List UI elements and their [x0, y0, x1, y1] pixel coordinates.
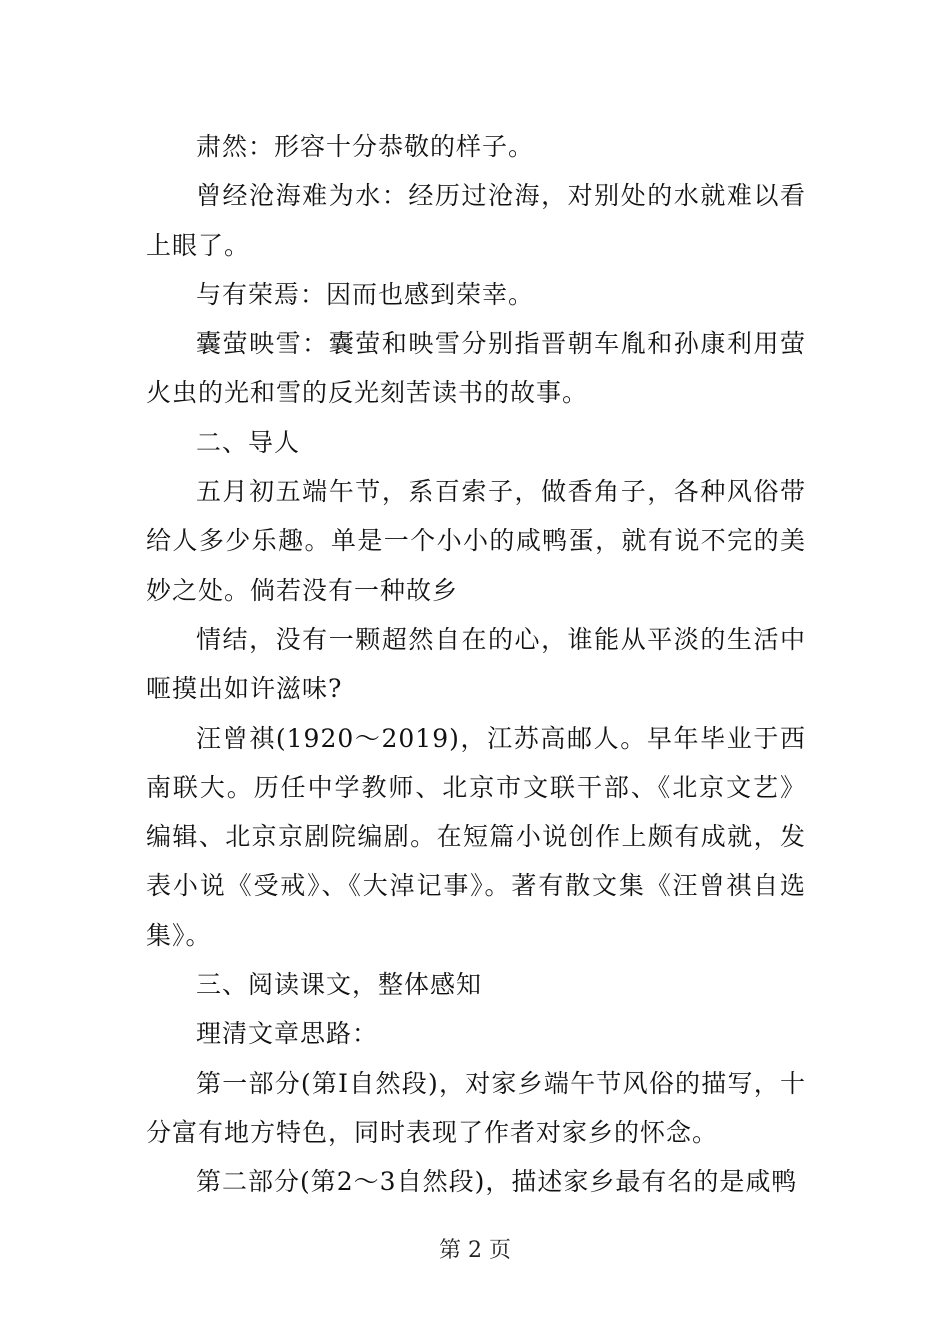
paragraph-part-one: 第一部分(第Ⅰ自然段)，对家乡端午节风俗的描写，十分富有地方特色，同时表现了作者对家乡的怀念。: [146, 1068, 806, 1147]
paragraph-term-yuyourongyan: 与有荣焉：因而也感到荣幸。: [196, 279, 535, 309]
paragraph-term-cengjing: 曾经沧海难为水：经历过沧海，对别处的水就难以看上眼了。: [146, 181, 806, 260]
paragraph-term-surán: 肃然：形容十分恭敬的样子。: [196, 132, 535, 161]
page-number: 第 2 页: [439, 1238, 511, 1263]
paragraph-term-nangying: 囊萤映雪：囊萤和映雪分别指晋朝车胤和孙康利用萤火虫的光和雪的反光刻苦读书的故事。: [146, 329, 806, 408]
paragraph-outline-title: 理清文章思路：: [196, 1019, 379, 1049]
paragraph-intro-1: 五月初五端午节，系百索子，做香角子，各种风俗带给人多少乐趣。单是一个小小的咸鸭蛋，就有说不完的美妙之处。倘若没有一种故乡: [146, 477, 806, 605]
section-heading-reading: 三、阅读课文，整体感知: [196, 970, 483, 1000]
paragraph-intro-2: 情结，没有一颗超然自在的心，谁能从平淡的生活中咂摸出如许滋味?: [146, 624, 806, 704]
paragraph-part-two: 第二部分(第2～3自然段)，描述家乡最有名的是咸鸭: [196, 1167, 798, 1197]
paragraph-author-bio: 汪曾祺(1920～2019)，江苏高邮人。早年毕业于西南联大。历任中学教师、北京市文联干部、《北京文艺》编辑、北京京剧院编剧。在短篇小说创作上颇有成就，发表小说《受戒》、《大淖记事》。著有散文集《汪曾祺自选集》。: [146, 723, 806, 950]
body-text: [146, 122, 806, 1207]
section-heading-intro: 二、导人: [196, 427, 301, 457]
